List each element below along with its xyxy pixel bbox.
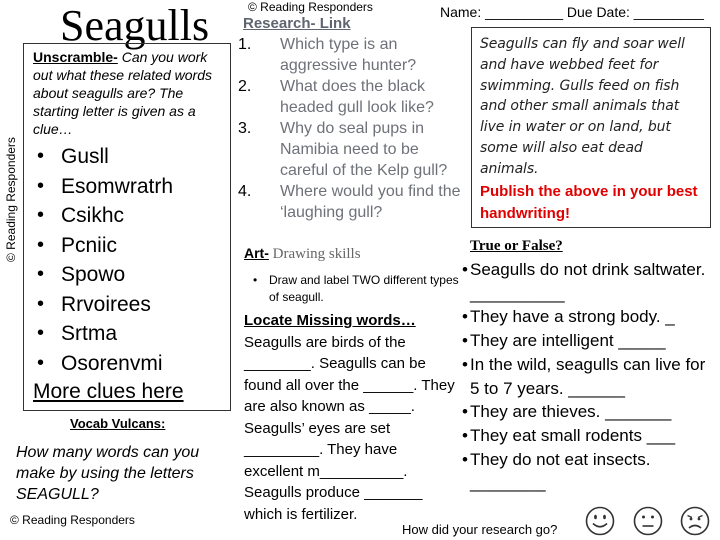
neutral-face-icon[interactable] (633, 506, 663, 536)
question-number: 1. (238, 36, 252, 53)
unscramble-instructions: Can you work out what these related words about seagulls are? The starting letter is given as a clue… (33, 49, 212, 137)
cloze-text: Seagulls are birds of the ________. Seagulls can be found all over the ______. They are also known as _____. Seagulls’ eyes are set _________. They have excellent m__________. Seagulls produce _______ which is fertilizer. (244, 333, 455, 523)
publish-instruction: Publish the above in your best handwriting! (480, 182, 698, 222)
copyright-top: © Reading Responders (248, 0, 373, 14)
vocab-heading: Vocab Vulcans: (70, 416, 166, 431)
name-due-date-line: Name: __________ Due Date: _________ (440, 4, 704, 20)
page-title: Seagulls (60, 1, 210, 50)
copyright-bottom: © Reading Responders (10, 513, 135, 527)
seagull-fact-text: Seagulls can fly and soar well and have webbed feet for swimming. Gulls feed on fish and other small animals that live in water or on land, but some will also eat dead animals. (480, 36, 685, 177)
unscramble-label: Unscramble- (33, 49, 118, 65)
scrambled-word: • Esomwratrh (37, 174, 174, 198)
research-question (238, 118, 468, 181)
question-text: Why do seal pups in Namibia need to be careful of the Kelp gull? (280, 120, 448, 179)
handwriting-note-box (471, 27, 711, 228)
more-clues-link[interactable]: More clues here (33, 380, 184, 403)
copyright-vertical: © Reading Responders (4, 137, 18, 262)
art-heading (244, 245, 361, 263)
true-false-item: • They eat small rodents ___ (462, 425, 676, 445)
scrambled-word: • Csikhc (37, 204, 125, 227)
question-number: 4. (238, 183, 252, 200)
research-questions (238, 34, 468, 223)
art-task-text: Draw and label TWO different types of seagull. (269, 273, 459, 304)
scrambled-word-list (33, 142, 222, 378)
locate-heading: Locate Missing words… (244, 312, 416, 329)
research-question (238, 181, 468, 223)
question-number: 3. (238, 120, 252, 137)
true-false-list (462, 258, 714, 495)
unscramble-box (23, 43, 231, 411)
research-question (238, 34, 468, 76)
scrambled-word: • Rrvoirees (37, 292, 151, 316)
scrambled-word: • Srtma (37, 322, 118, 345)
sad-face-icon[interactable] (680, 506, 710, 536)
locate-missing-words (244, 310, 460, 525)
true-false-item: • In the wild, seagulls can live for 5 to 7 years. ______ (462, 354, 706, 398)
scrambled-word: • Pcniic (37, 233, 118, 257)
true-false-item: • They have a strong body. _ (462, 307, 675, 327)
vocab-question: How many words can you make by using the letters SEAGULL? (16, 444, 200, 503)
research-question (238, 76, 468, 118)
art-label: Art- (244, 245, 269, 261)
question-text: Where would you find the ‘laughing gull? (280, 183, 461, 221)
question-number: 2. (238, 78, 252, 95)
reflection-question: How did your research go? (402, 522, 558, 537)
unscramble-intro (33, 48, 222, 138)
scrambled-word: • Gusll (37, 145, 109, 168)
art-subtitle: Drawing skills (268, 246, 361, 262)
happy-face-icon[interactable] (585, 506, 615, 536)
art-task: • Draw and label TWO different types of seagull. (253, 273, 459, 304)
true-false-item: • They are thieves. _______ (462, 402, 672, 422)
research-link[interactable]: Research- Link (243, 15, 351, 32)
question-text: What does the black headed gull look like? (280, 78, 434, 116)
true-false-item: • They are intelligent _____ (462, 331, 666, 351)
true-false-item: • They do not eat insects. ________ (462, 449, 651, 493)
true-false-item: • Seagulls do not drink saltwater. __________ (462, 260, 706, 303)
scrambled-word: • Osorenvmi (37, 351, 163, 375)
true-false-heading: True or False? (470, 238, 563, 254)
scrambled-word: • Spowo (37, 263, 126, 286)
question-text: Which type is an aggressive hunter? (280, 36, 417, 74)
